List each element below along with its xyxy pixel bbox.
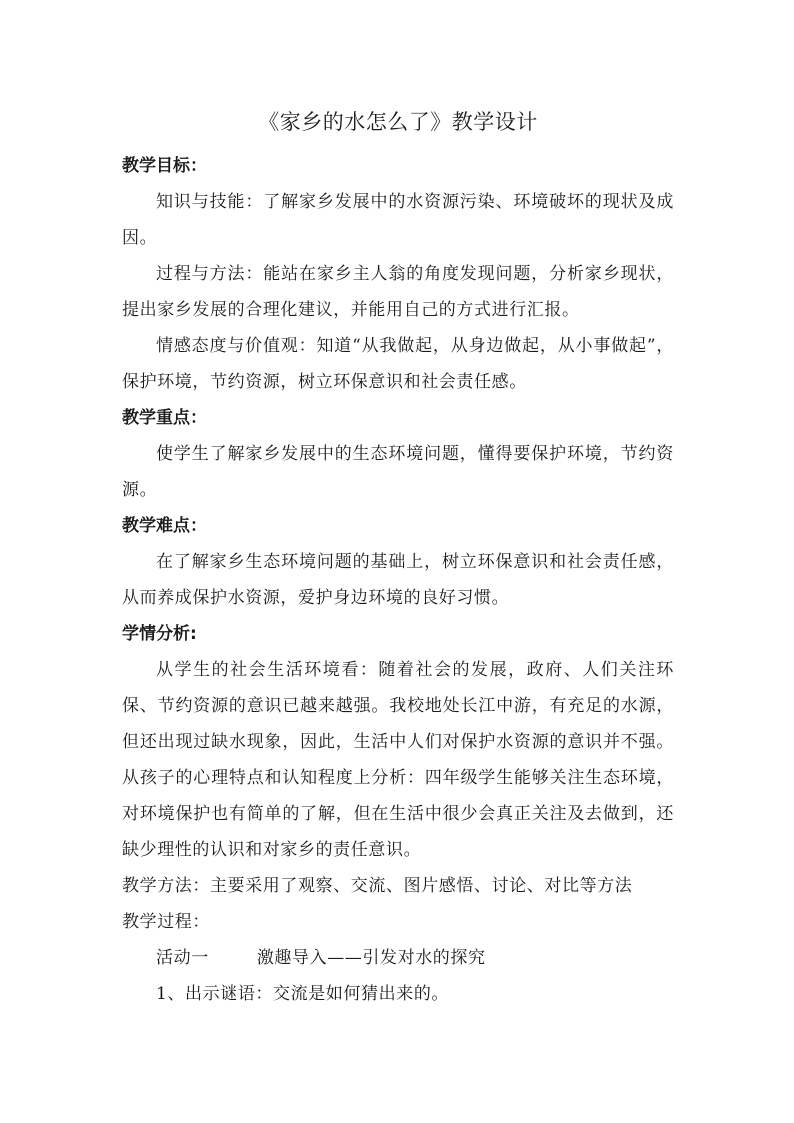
analysis-paragraph: 从学生的社会生活环境看：随着社会的发展，政府、人们关注环保、节约资源的意识已越来越强。我校地处长江中游，有充足的水源，但还出现过缺水现象，因此，生活中人们对保护水资源的意识并不强。从孩子的心理特点和认知程度上分析：四年级学生能够关注生态环境，对环境保护也有简单的了解，但在生活中很少会真正关注及去做到，还缺少理性的认识和对家乡的责任意识。 <box>122 660 674 860</box>
activity-one-line <box>122 940 674 976</box>
analysis-heading: 学情分析: <box>122 624 197 644</box>
objectives-heading: 教学目标： <box>122 156 207 176</box>
methods-paragraph: 教学方法：主要采用了观察、交流、图片感悟、讨论、对比等方法 <box>122 876 633 896</box>
document-title: 《家乡的水怎么了》教学设计 <box>258 110 538 134</box>
difficulties-heading: 教学难点： <box>122 516 207 536</box>
objective-emotion-paragraph: 情感态度与价值观：知道“从我做起，从身边做起，从小事做起”，保护环境，节约资源，树立环保意识和社会责任感。 <box>122 336 674 392</box>
step-one-paragraph: 1、出示谜语：交流是如何猜出来的。 <box>156 984 450 1004</box>
key-points-paragraph: 使学生了解家乡发展中的生态环境问题，懂得要保护环境，节约资源。 <box>122 444 674 500</box>
objective-knowledge-paragraph: 知识与技能：了解家乡发展中的水资源污染、环境破坏的现状及成因。 <box>122 192 674 248</box>
document-page <box>122 100 674 1012</box>
key-points-heading: 教学重点： <box>122 408 207 428</box>
activity-one-title: 激趣导入——引发对水的探究 <box>256 948 486 968</box>
difficulties-paragraph: 在了解家乡生态环境问题的基础上，树立环保意识和社会责任感，从而养成保护水资源，爱护身边环境的良好习惯。 <box>122 552 674 608</box>
process-heading: 教学过程： <box>122 912 210 932</box>
activity-one-label: 活动一 <box>156 948 209 968</box>
objective-process-paragraph: 过程与方法：能站在家乡主人翁的角度发现问题，分析家乡现状，提出家乡发展的合理化建议，并能用自己的方式进行汇报。 <box>122 264 674 320</box>
